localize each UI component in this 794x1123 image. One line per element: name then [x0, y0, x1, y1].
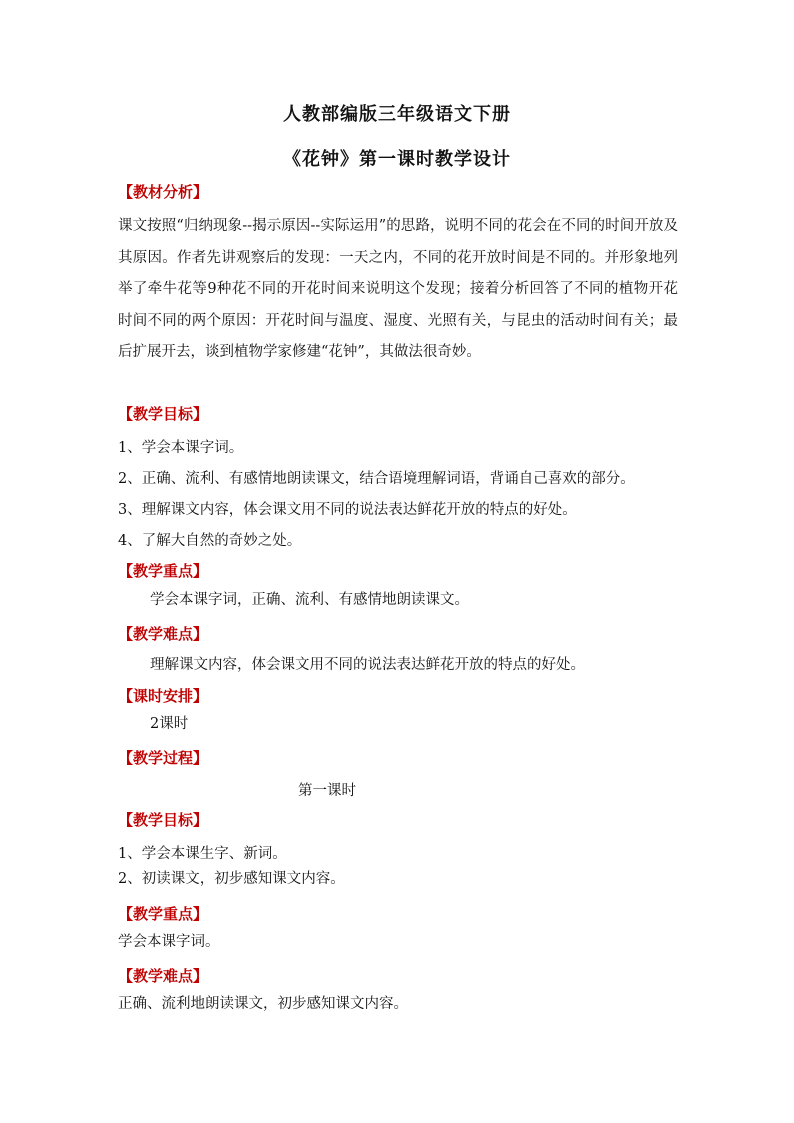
lesson-difficulty-text: 正确、流利地朗读课文，初步感知课文内容。 [118, 996, 408, 1012]
goal-item: 4、了解大自然的奇妙之处。 [118, 533, 302, 549]
focus-text: 学会本课字词，正确、流利、有感情地朗读课文。 [150, 592, 469, 608]
analysis-paragraph: 课文按照“归纳现象--揭示原因--实际运用”的思路，说明不同的花会在不同的时间开放及其原因。作者先讲观察后的发现：一天之内，不同的花开放时间是不同的。并形象地列举了牵牛花等9种花不同的开花时间来说明这个发现；接着分析回答了不同的植物开花时间不同的两个原因：开花时间与温度、湿度、光照有关，与昆虫的活动时间有关；最后扩展开去，谈到植物学家修建“花钟”，其做法很奇妙。 [118, 218, 678, 360]
goal-item: 1、学会本课字词。 [118, 440, 244, 456]
difficulty-heading: 【教学难点】 [118, 625, 209, 643]
document-title: 人教部编版三年级语文下册 [283, 104, 511, 125]
difficulty-text: 理解课文内容，体会课文用不同的说法表达鲜花开放的特点的好处。 [150, 657, 585, 673]
lesson-goals-heading: 【教学目标】 [118, 811, 209, 829]
goals-heading: 【教学目标】 [118, 405, 209, 423]
lesson-title: 第一课时 [298, 783, 356, 799]
lesson-difficulty-heading: 【教学难点】 [118, 967, 209, 985]
document-subtitle: 《花钟》第一课时教学设计 [283, 149, 511, 170]
schedule-heading: 【课时安排】 [118, 687, 209, 705]
analysis-heading: 【教材分析】 [118, 183, 209, 201]
goal-item: 2、正确、流利、有感情地朗读课文，结合语境理解词语，背诵自己喜欢的部分。 [118, 471, 635, 487]
goal-item: 3、理解课文内容，体会课文用不同的说法表达鲜花开放的特点的好处。 [118, 502, 577, 518]
lesson-focus-text: 学会本课字词。 [118, 934, 220, 950]
process-heading: 【教学过程】 [118, 749, 209, 767]
lesson-goal-item: 2、初读课文，初步感知课文内容。 [118, 871, 345, 887]
lesson-goal-item: 1、学会本课生字、新词。 [118, 846, 287, 862]
focus-heading: 【教学重点】 [118, 562, 209, 580]
lesson-focus-heading: 【教学重点】 [118, 905, 209, 923]
schedule-text: 2课时 [150, 716, 189, 732]
